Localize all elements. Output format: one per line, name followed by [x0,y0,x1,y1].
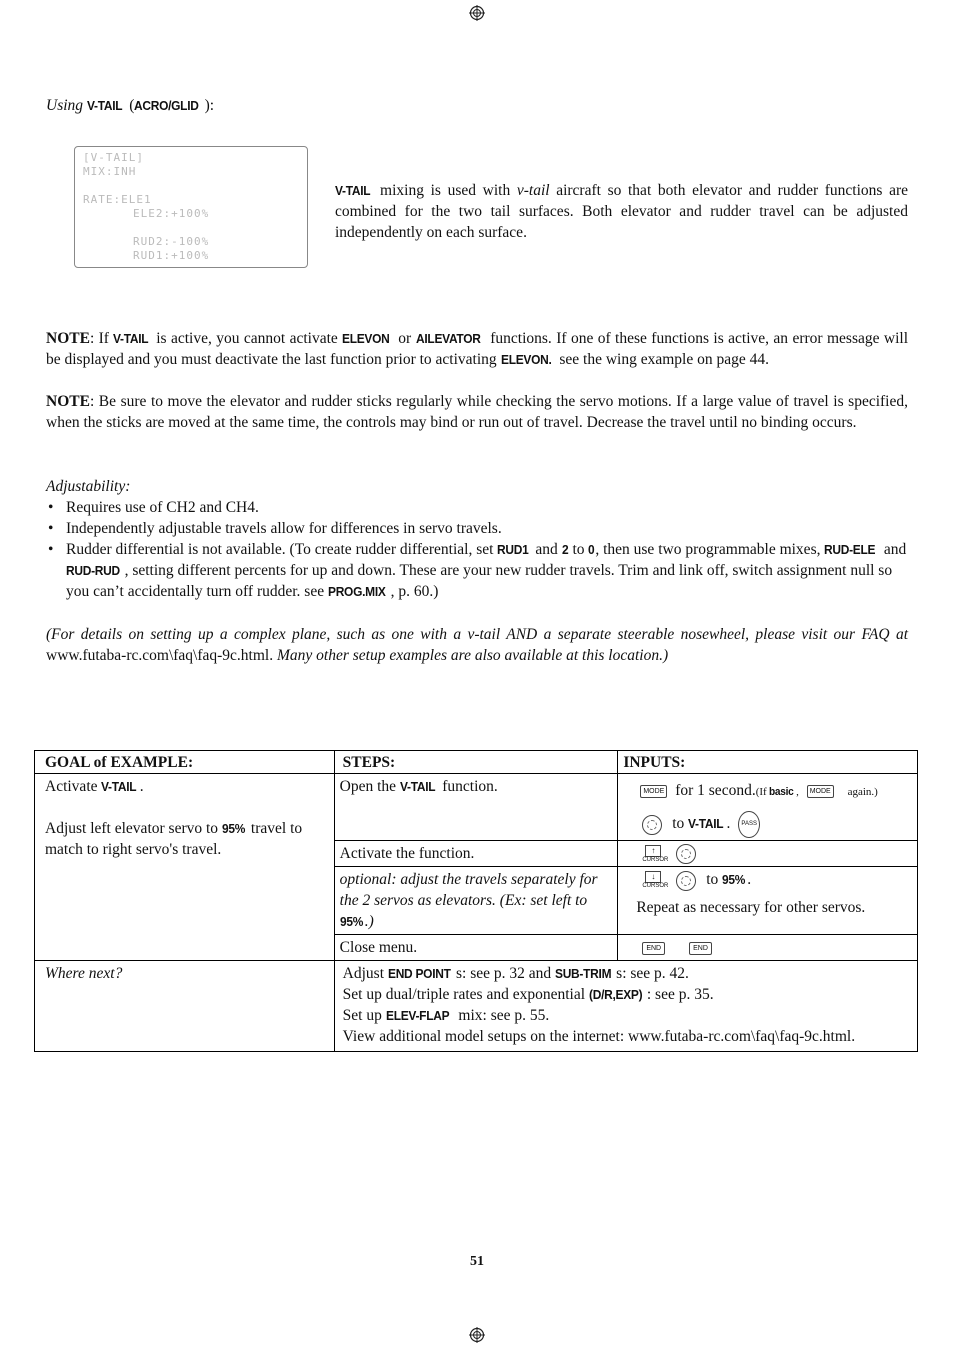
table-header: STEPS: [334,751,618,774]
input-cell [618,841,918,867]
table-header: INPUTS: [618,751,918,774]
end-button-icon: END [689,942,712,955]
cursor-up-icon: ↑ CURSOR [642,845,669,863]
note-paragraph: NOTE: If V-TAIL is active, you cannot activate ELEVON or AILEVATOR functions. If one of these functions is active, an error message will be displayed and you must deactivate the last function prior to activating ELEVON. see the wing example on page 44. [46,330,909,368]
page-number: 51 [470,1254,484,1269]
note-paragraph: NOTE: Be sure to move the elevator and rudder sticks regularly while checking the servo motions. If a large value of travel is specified, when the sticks are moved at the same time, the controls may bind or run out of travel. Decrease the travel until no binding occurs. [46,393,908,431]
using-line: Using V-TAIL (ACRO/GLID ): [46,97,215,114]
end-button-icon: END [642,942,665,955]
cursor-down-icon: ↓ CURSOR [642,872,669,890]
intro-paragraph: V-TAIL mixing is used with v-tail aircraft so that both elevator and rudder functions are combined for the two tail surfaces. Both elevator and rudder travel can be adjusted independently on each surface. [335,182,908,241]
input-cell: ↓ CURSOR to 95% . Repeat as necessary for other servos. [618,867,918,935]
input-cell [618,935,918,961]
dial-icon [642,815,662,835]
lcd-line: RATE:ELE1 [83,193,152,206]
lcd-line: [V-TAIL] [83,151,144,164]
mode-button-icon: MODE [807,785,834,798]
list-item: • Requires use of CH2 and CH4. [46,497,908,518]
dial-icon [676,871,696,891]
dial-icon [676,844,696,864]
lcd-line: MIX:INH [83,165,137,178]
example-table [34,750,918,1052]
where-next-content: Adjust END POINT s: see p. 32 and SUB-TRIM s: see p. 42. Set up dual/triple rates and exponential (D/R,EXP) : see p. 35. Set up ELEV-FLAP mix: see p. 55. View additional model setups on the internet: www.futaba-rc.com\faq\faq-9c.html. [334,961,917,1052]
mode-button-icon: MODE [640,785,667,798]
lcd-screen [74,146,308,268]
table-row [35,751,918,774]
pass-icon: PASS [738,811,760,838]
adjustability-section: Adjustability: • Requires use of CH2 and CH4. • Independently adjustable travels allow for differences in servo travels. • Rudder differential is not available. (To create rudder differential, set RUD1 and 2 to 0, then use two programmable mixes, RUD-ELE and RUD-RUD , setting different percents for up and down. These are your new rudder travels. Trim and link off, switch assignment null so you can’t accidentally turn off rudder. see PROG.MIX , p. 60.) [46,476,908,602]
step-cell: Close menu. [334,935,618,961]
details-paragraph: (For details on setting up a complex plane, such as one with a v-tail AND a separate steerable nosewheel, please visit our FAQ at www.futaba-rc.com\faq\faq-9c.html. Many other setup examples are also available at this location.) [46,626,908,664]
step-cell: Activate the function. [334,841,618,867]
lcd-line: RUD2:-100% [133,235,210,248]
lcd-line: RUD1:+100% [133,249,210,262]
input-cell: MODE for 1 second.(If basic , MODE again.) to V-TAIL . PASS [618,774,918,841]
table-row [35,961,918,1052]
step-cell: optional: adjust the travels separately for the 2 servos as elevators. (Ex: set left to 95% .) [334,867,618,935]
lcd-line: ELE2:+100% [133,207,210,220]
step-cell: Open the V-TAIL function. [334,774,618,841]
crop-mark-icon [469,5,485,21]
table-header: GOAL of EXAMPLE: [35,751,335,774]
list-item: • Independently adjustable travels allow for differences in servo travels. [46,518,908,539]
where-next-cell: Where next? [35,961,335,1052]
list-item: • Rudder differential is not available. (To create rudder differential, set RUD1 and 2 to 0, then use two programmable mixes, RUD-ELE and RUD-RUD , setting different percents for up and down. These are your new rudder travels. Trim and link off, switch assignment null so you can’t accidentally turn off rudder. see PROG.MIX , p. 60.) [46,539,908,602]
crop-mark-icon [469,1327,485,1343]
table-row [35,774,918,841]
goal-cell: Activate V-TAIL . Adjust left elevator servo to 95% travel to match to right servo's travel. [35,774,335,961]
